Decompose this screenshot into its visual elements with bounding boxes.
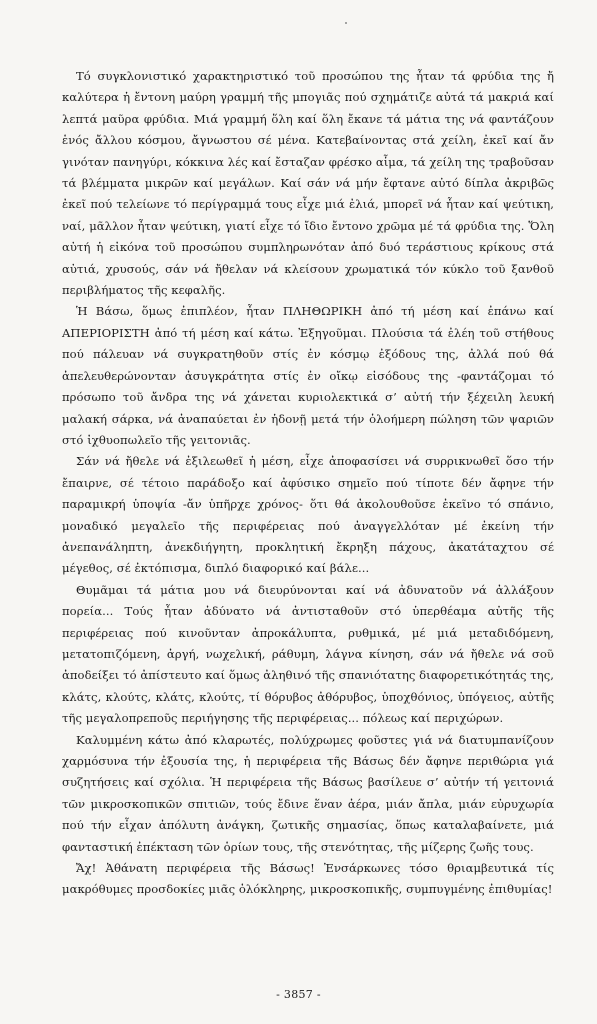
page-number: - 3857 - [276, 988, 321, 1001]
paragraph: Ἄχ! Ἀθάνατη περιφέρεια τῆς Βάσως! Ἐνσάρκωνες τόσο θριαμβευτικά τίς μακρόθυμες προσδοκίες μιᾶς ὁλόκληρης, μικροσκοπικῆς, συμπυγμένης ἐπιθυμίας! [62, 861, 554, 897]
paragraph: Καλυμμένη κάτω ἀπό κλαρωτές, πολύχρωμες φοῦστες γιά νά διατυμπανίζουν χαρμόσυνα τήν ἐξουσία της, ἡ περιφέρεια τῆς Βάσως δέν ἄφηνε περιθώρια γιά συζητήσεις καί σχόλια. Ἡ περιφέρεια τῆς Βάσως βασίλευε σ’ αὐτήν τή γειτονιά τῶν μικροσκοπικῶν σπιτιῶν, τούς ἔδινε ἕναν ἀέρα, μιάν ἄπλα, μιάν εὐρυχωρία πού τήν εἶχαν ἀπόλυτη ἀνάγκη, ζωτικῆς σημασίας, ὅπως καταλαβαίνετε, μιά φανταστική ἐπέκταση τῶν ὁρίων τους, τῆς στενότητας, τῆς μίζερης ζωῆς τους. [62, 732, 554, 854]
paragraph: Σάν νά ἤθελε νά ἐξιλεωθεῖ ἡ μέση, εἶχε ἀποφασίσει νά συρρικνωθεῖ ὅσο τήν ἔπαιρνε, σέ τέτοιο παράδοξο καί ἀφύσικο σημεῖο πού τίποτε δέν ἄφηνε τήν παραμικρή ὑποψία -ἄν ὑπῆρχε χρόνος- ὅτι θά ἀκολουθοῦσε ἐκεῖνο τό σπάνιο, μοναδικό μεγαλεῖο τῆς περιφέρειας πού ἀναγγελλόταν μέ ἐκείνη τήν ἀνεπανάληπτη, ἀνεκδιήγητη, προκλητική ἔκρηξη πάχους, ἀκατάταχτου σέ μέγεθος, σέ ἐκτόπισμα, διπλό διαφορικό καί βάλε... [62, 454, 554, 576]
paragraph: Τό συγκλονιστικό χαρακτηριστικό τοῦ προσώπου της ἦταν τά φρύδια της ἤ καλύτερα ἡ ἔντονη μαύρη γραμμή τῆς μπογιᾶς πού σχημάτιζε αὐτά τά μακριά καί λεπτά μαῦρα φρύδια. Μιά γραμμή ὅλη καί ὅλη ἔκανε τά μάτια της νά φαντάζουν ἑνός ἄλλου κόσμου, ἄγνωστου σέ μένα. Κατεβαίνοντας στά χείλη, ἐκεῖ καί ἄν γινόταν πανηγύρι, κόκκινα λές καί ἔσταζαν φρέσκο αἷμα, τά χείλη της τραβοῦσαν τά βλέμματα μικρῶν καί μεγάλων. Καί σάν νά μήν ἔφτανε αὐτό δίπλα ἀκριβῶς ἐκεῖ πού τελείωνε τό περίγραμμά τους εἶχε μιά ἐλιά, μπορεῖ νά ἦταν καί ψεύτικη, ναί, μᾶλλον ἦταν ψεύτικη, γιατί εἶχε τό ἴδιο ἔντονο χρῶμα μέ τά φρύδια της. Ὅλη αὐτή ἡ εἰκόνα τοῦ προσώπου συμπληρωνόταν ἀπό δυό τεράστιους κρίκους στά αὐτιά, χρυσούς, σάν νά ἤθελαν νά κλείσουν χρωματικά τόν κύκλο τοῦ ξανθοῦ περιβλήματος τῆς κεφαλῆς. [62, 69, 554, 298]
paragraph: Ἡ Βάσω, ὅμως ἐπιπλέον, ἦταν ΠΛΗΘΩΡΙΚΗ ἀπό τή μέση καί ἐπάνω καί ΑΠΕΡΙΟΡΙΣΤΗ ἀπό τή μέση καί κάτω. Ἐξηγοῦμαι. Πλούσια τά ἐλέη τοῦ στήθους πού πάλευαν νά συγκρατηθοῦν στίς ἐν κόσμῳ ἐξόδους της, ἀλλά πού θά ἀπελευθερώνονταν ἀσυγκράτητα στίς ἐν οἴκῳ εἰσόδους της -φαντάζομαι τό πρόσωπο τοῦ ἄνδρα της νά χάνεται κυριολεκτικά σ’ αὐτή τήν ξέχειλη λευκή μαλακή σάρκα, νά ἀναπαύεται ἐν ἡδονῇ μετά τήν ὁλοήμερη πώληση τῶν ψαριῶν στό ἰχθυοπωλεῖο τῆς γειτονιᾶς. [62, 304, 554, 447]
body-text [62, 66, 554, 901]
scan-speck [345, 22, 347, 24]
paragraph: Θυμᾶμαι τά μάτια μου νά διευρύνονται καί νά ἀδυνατοῦν νά ἀλλάξουν πορεία... Τούς ἦταν ἀδύνατο νά ἀντισταθοῦν στό ὑπερθέαμα αὐτῆς τῆς περιφέρειας πού κινοῦνταν ἀπροκάλυπτα, ρυθμικά, μέ μιά μεταδιδόμενη, μετατοπιζόμενη, ἀργή, νωχελική, ράθυμη, λάγνα κίνηση, σάν νά ἤθελε νά σοῦ ἀποδείξει τό ἀπίστευτο καί ὅμως ἀληθινό τῆς σπανιότατης διαφορετικότητάς της, κλάτς, κλούτς, κλάτς, κλούτς, τί θόρυβος ἀθόρυβος, ὑποχθόνιος, ὑπόγειος, αὐτῆς τῆς μεγαλοπρεποῦς περιήγησης τῆς περιφέρειας... πόλεως καί περιχώρων. [62, 582, 554, 726]
